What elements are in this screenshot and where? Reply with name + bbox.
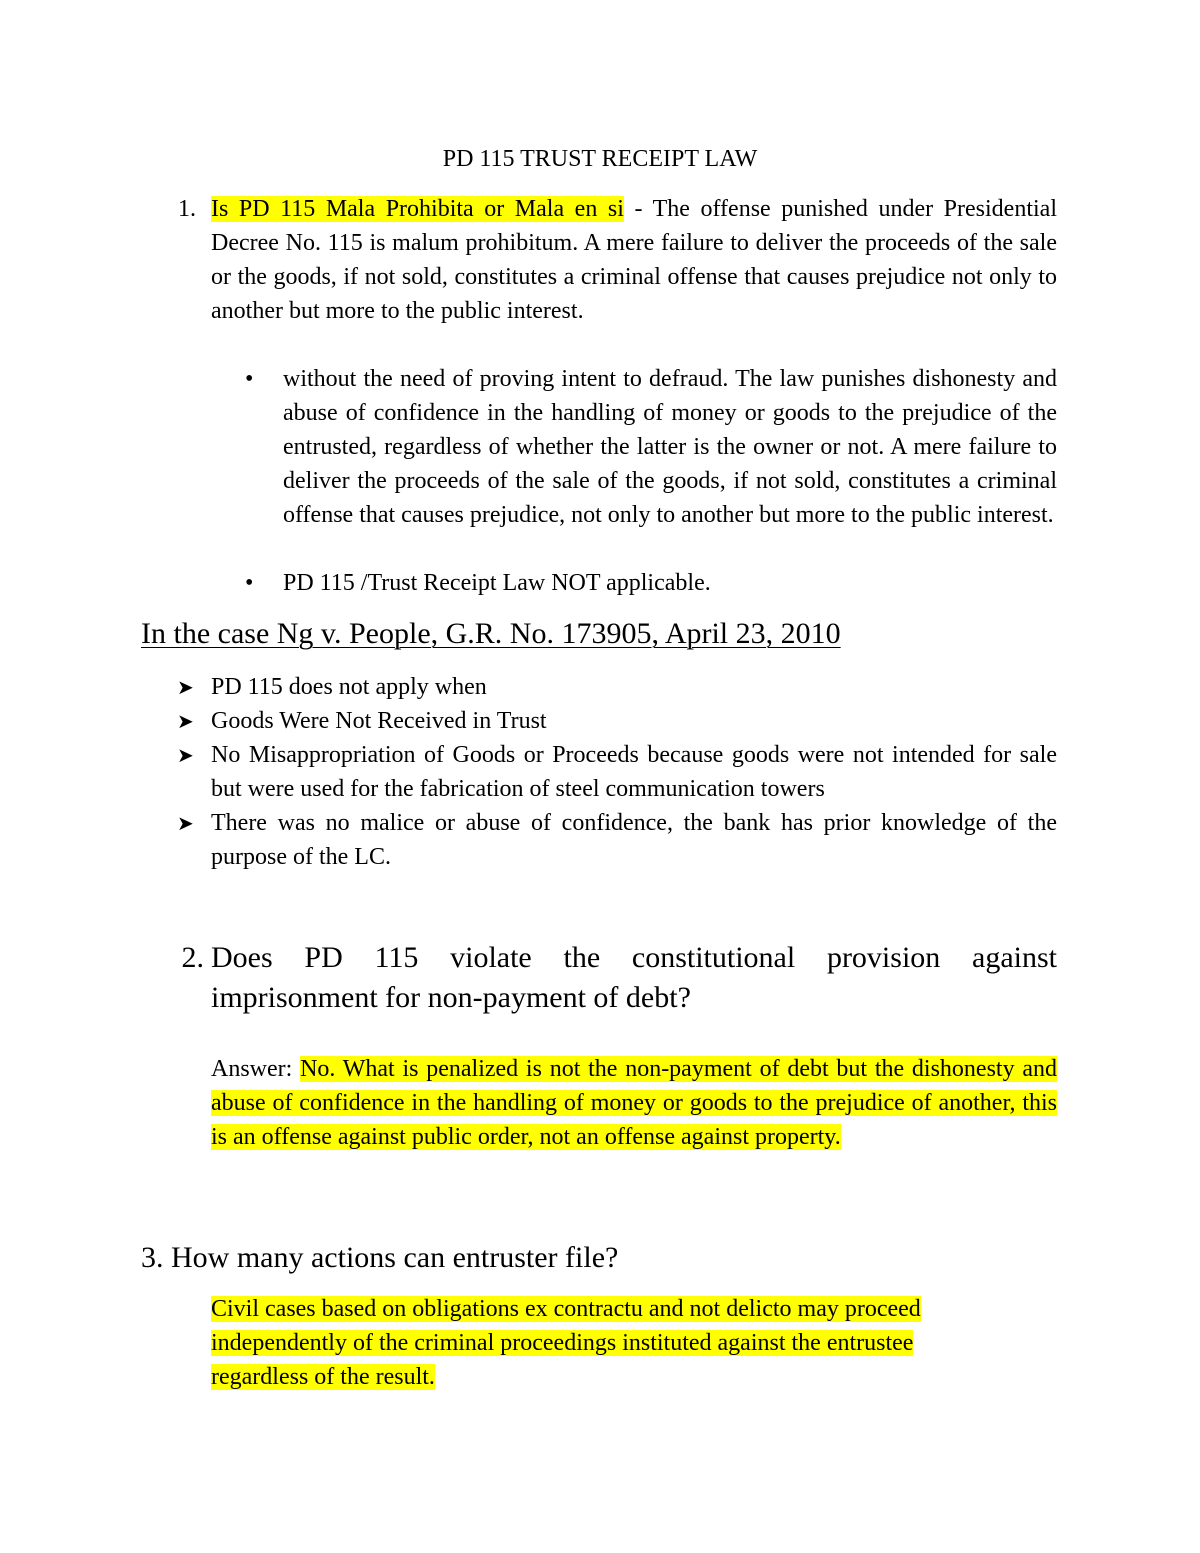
item-2-answer-highlight: No. What is penalized is not the non-payment of debt but the dishonesty and abuse of confidence in the handling of money or goods to the prejudice of another, this is an offense against public order, not an offense against property. <box>211 1056 1057 1150</box>
case-point-2: Goods Were Not Received in Trust <box>211 708 547 734</box>
case-point-3: No Misappropriation of Goods or Proceeds because goods were not intended for sale but were used for the fabrication of steel communication towers <box>211 742 1057 802</box>
arrowhead-bullet-icon: ➤ <box>177 709 194 733</box>
arrowhead-bullet-icon: ➤ <box>177 743 194 767</box>
case-point-4: There was no malice or abuse of confidence, the bank has prior knowledge of the purpose of the LC. <box>211 810 1057 870</box>
item-1-bullet-1: without the need of proving intent to defraud. The law punishes dishonesty and abuse of confidence in the handling of money or goods to the prejudice of the entrusted, regardless of whether the latter is the owner or not. A mere failure to deliver the proceeds of the sale of the goods, if not sold, constitutes a criminal offense that causes prejudice, not only to another but more to the public interest. <box>283 366 1057 528</box>
item-3-answer-line-3 <box>211 1360 435 1394</box>
arrowhead-bullet-icon: ➤ <box>177 675 194 699</box>
item-1-paragraph <box>211 192 1057 328</box>
answer-label: Answer: <box>211 1056 301 1082</box>
item-3-answer-highlight: regardless of the result. <box>211 1364 435 1390</box>
case-heading: In the case Ng v. People, G.R. No. 173905, April 23, 2010 <box>141 617 841 650</box>
item-2-answer <box>211 1052 1057 1154</box>
item-2-question: Does PD 115 violate the constitutional provision against imprisonment for non-payment of debt? <box>211 941 1057 1014</box>
item-3-answer-highlight: independently of the criminal proceedings instituted against the entrustee <box>211 1330 914 1356</box>
item-1-question-highlight: Is PD 115 Mala Prohibita or Mala en si <box>211 196 624 222</box>
document-title: PD 115 TRUST RECEIPT LAW <box>442 146 758 172</box>
disc-bullet-icon: • <box>245 366 254 392</box>
item-1-text: - The offense punished under Presidential Decree No. 115 is malum prohibitum. A mere failure to deliver the proceeds of the sale or the goods, if not sold, constitutes a criminal offense that causes prejudice not only to another but more to the public interest. <box>211 196 1057 324</box>
item-2-number: 2. <box>181 941 204 974</box>
case-point-1: PD 115 does not apply when <box>211 674 487 700</box>
item-1-number: 1. <box>178 196 196 222</box>
item-1-bullet-2: PD 115 /Trust Receipt Law NOT applicable. <box>283 570 711 596</box>
item-3-answer-line-2 <box>211 1326 913 1360</box>
arrowhead-bullet-icon: ➤ <box>177 811 194 835</box>
item-3-question: 3. How many actions can entruster file? <box>141 1241 619 1274</box>
item-3-answer-line-1 <box>211 1292 921 1326</box>
disc-bullet-icon: • <box>245 570 254 596</box>
item-3-answer-highlight: Civil cases based on obligations ex contractu and not delicto may proceed <box>211 1296 921 1322</box>
